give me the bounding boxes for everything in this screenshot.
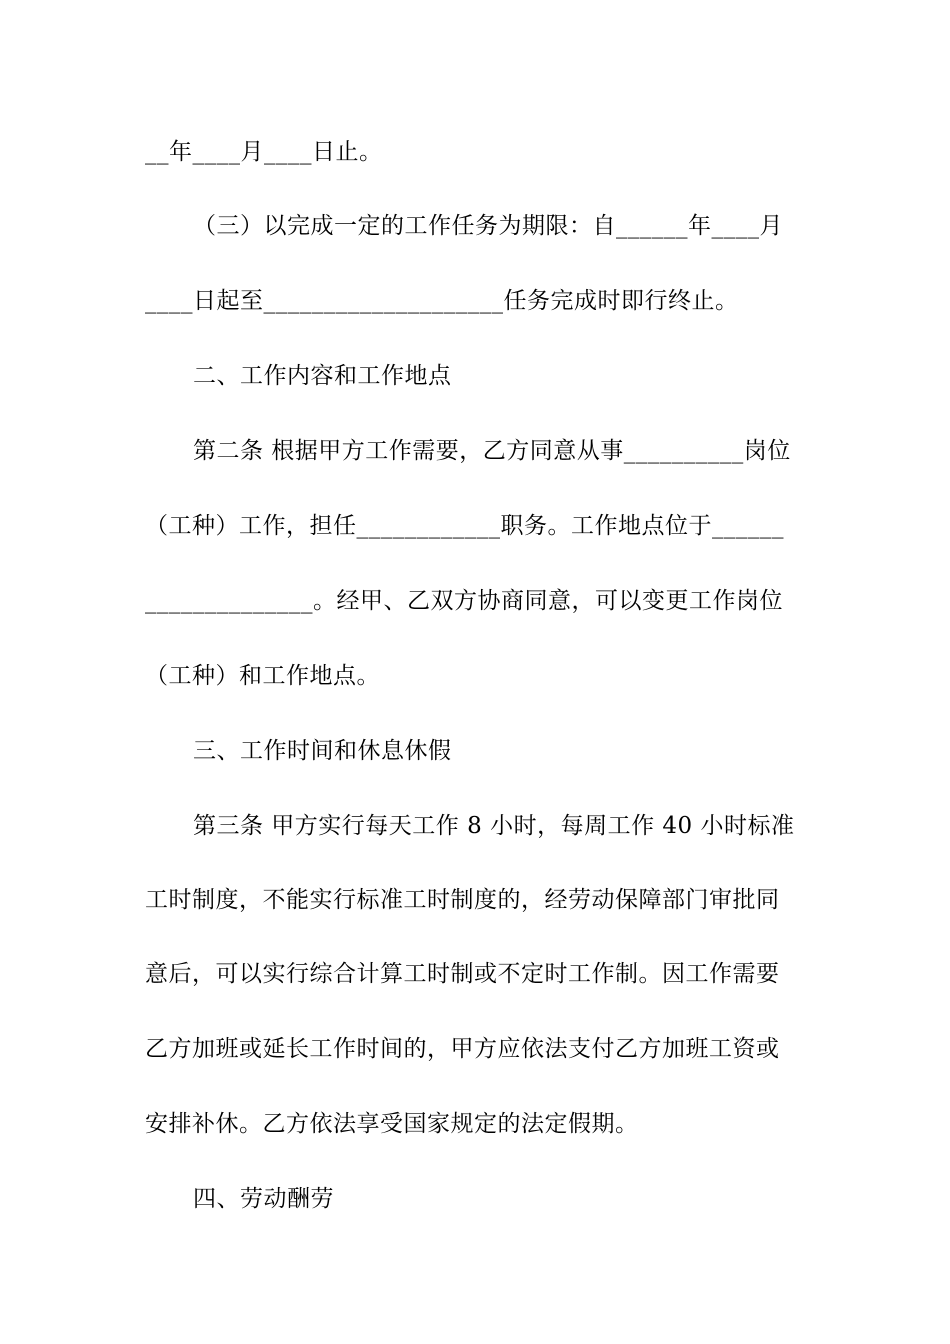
- text-line-6: （工种）工作，担任____________职务。工作地点位于______: [145, 513, 784, 539]
- text-line-1: __年____月____日止。: [145, 139, 383, 165]
- text-line-13: 乙方加班或延长工作时间的，甲方应依法支付乙方加班工资或: [145, 1036, 780, 1062]
- text-line-12: 意后，可以实行综合计算工时制或不定时工作制。因工作需要: [145, 961, 780, 987]
- text-line-7: ______________。经甲、乙双方协商同意，可以变更工作岗位: [145, 588, 783, 614]
- text-line-8: （工种）和工作地点。: [145, 663, 380, 689]
- text-line-10: 第三条 甲方实行每天工作 8 小时，每周工作 40 小时标准: [193, 813, 795, 839]
- section-heading-work-content: 二、工作内容和工作地点: [193, 363, 452, 389]
- text-line-2: （三）以完成一定的工作任务为期限：自______年____月: [193, 213, 783, 239]
- text-line-3: ____日起至____________________任务完成时即行终止。: [145, 288, 739, 314]
- section-heading-work-time: 三、工作时间和休息休假: [193, 738, 452, 764]
- text-line-5: 第二条 根据甲方工作需要，乙方同意从事__________岗位: [193, 438, 791, 464]
- text-line-14: 安排补休。乙方依法享受国家规定的法定假期。: [145, 1111, 639, 1137]
- section-heading-remuneration: 四、劳动酬劳: [193, 1186, 334, 1212]
- text-line-11: 工时制度，不能实行标准工时制度的，经劳动保障部门审批同: [145, 887, 780, 913]
